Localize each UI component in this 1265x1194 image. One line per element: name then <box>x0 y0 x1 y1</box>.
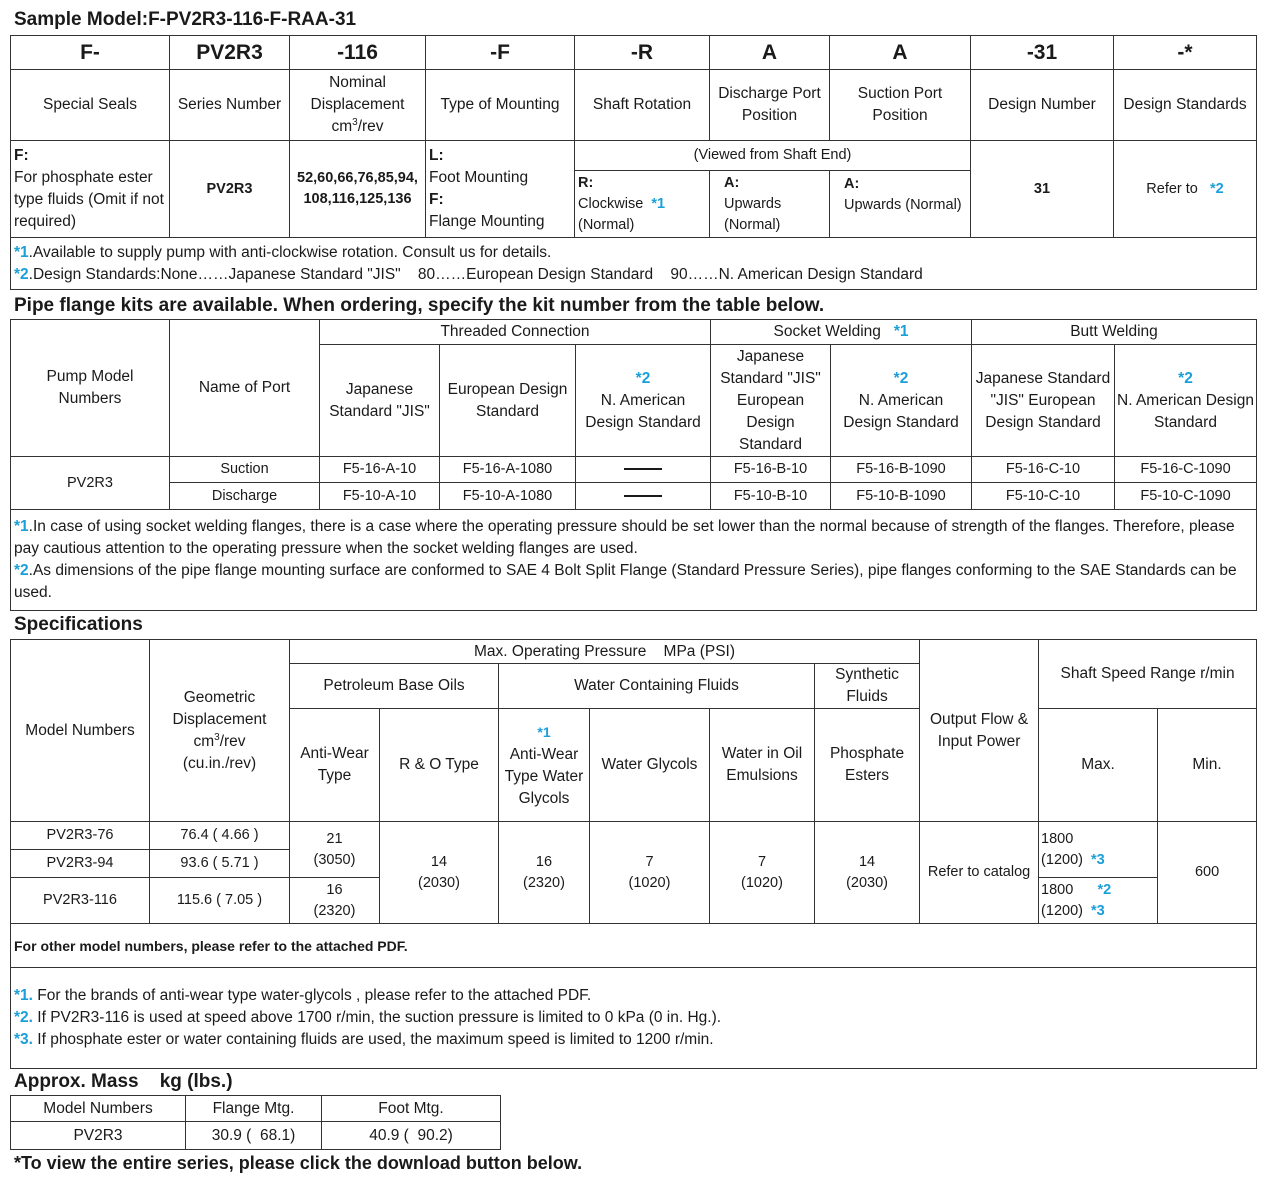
specs-wg-value <box>590 822 710 924</box>
displacement-values-line1: 52,60,66,76,85,94, <box>297 170 418 186</box>
sub-na-label: N. American Design Standard <box>1117 391 1254 431</box>
specs-wio-value <box>710 822 815 924</box>
wio-value: 7 <box>757 853 767 870</box>
label-nominal-unit-tail: /rev <box>357 118 384 135</box>
specs-note-3 <box>14 1029 1253 1051</box>
dash-mark <box>624 495 662 497</box>
label-type-of-mounting: Type of Mounting <box>426 70 575 141</box>
specs-max-116 <box>1039 878 1158 924</box>
max-value-b: (1200) <box>1041 851 1083 868</box>
geo-unit: cm <box>193 732 215 750</box>
sample-note-2 <box>14 264 1253 286</box>
pe-psi: (2030) <box>846 874 888 891</box>
special-seals-code: F: <box>14 147 29 164</box>
flange-s-na: F5-16-B-1090 <box>831 457 972 483</box>
special-seals-desc: For phosphate ester type fluids (Omit if not required) <box>14 169 164 230</box>
sub-na-label: N. American Design Standard <box>843 391 959 431</box>
sample-note-1 <box>14 242 1253 264</box>
viewed-from-shaft-end: (Viewed from Shaft End) <box>575 141 971 171</box>
label-series-number: Series Number <box>170 70 290 141</box>
flange-col-pump: Pump Model Numbers <box>11 320 170 457</box>
specs-model: PV2R3-76 <box>11 822 150 850</box>
specs-aw-76-94 <box>290 822 380 878</box>
wg-psi: (1020) <box>628 874 671 891</box>
dash-mark <box>624 468 662 470</box>
flange-s-jis: F5-16-B-10 <box>711 457 831 483</box>
max-note-mark: *3 <box>1091 902 1105 919</box>
mass-col-model: Model Numbers <box>11 1096 186 1122</box>
specs-water-glycols: Water Glycols <box>590 709 710 822</box>
table-row <box>11 822 1257 850</box>
mounting-foot-desc: Foot Mounting <box>429 169 529 186</box>
label-suction-line2: Position <box>872 107 928 124</box>
specs-synthetic: Synthetic Fluids <box>815 664 920 709</box>
sample-model-table <box>10 35 1257 290</box>
code-rotation: -R <box>575 36 710 70</box>
flange-notes <box>11 510 1257 611</box>
value-rotation <box>575 171 710 238</box>
mounting-flange-code: F: <box>429 191 444 208</box>
mass-header-row <box>11 1096 501 1122</box>
flange-notes-row <box>11 510 1257 611</box>
code-special-seals: F- <box>11 36 170 70</box>
rotation-normal: (Normal) <box>578 216 635 233</box>
flange-t-jis: F5-16-A-10 <box>320 457 440 483</box>
specs-notes-row <box>11 968 1257 1069</box>
mounting-flange-desc: Flange Mounting <box>429 213 545 230</box>
max-note-mark: *3 <box>1091 851 1105 868</box>
sample-code-row <box>11 36 1257 70</box>
specs-header-row-1 <box>11 640 1257 664</box>
sub-na-label: N. American Design Standard <box>585 391 701 431</box>
code-series: PV2R3 <box>170 36 290 70</box>
value-discharge <box>710 171 830 238</box>
flange-b-jis: F5-16-C-10 <box>972 457 1115 483</box>
flange-s-jis: F5-10-B-10 <box>711 483 831 510</box>
mass-col-flange: Flange Mtg. <box>186 1096 322 1122</box>
specs-water-fluids: Water Containing Fluids <box>499 664 815 709</box>
ro-psi: (2030) <box>418 874 460 891</box>
sample-label-row <box>11 70 1257 141</box>
flange-t-euro: F5-10-A-1080 <box>440 483 576 510</box>
specs-col-output: Output Flow & Input Power <box>920 640 1039 822</box>
note-text: .In case of using socket welding flanges, there is a case where the operating pressure should be set lower than the normal because of strength of the flanges. Therefore, please pay cautious attention to the operating pressure when the socket welding flanges are used. <box>14 518 1235 557</box>
flange-s-na: F5-10-B-1090 <box>831 483 972 510</box>
specs-other-models: For other model numbers, please refer to the attached PDF. <box>11 924 1257 968</box>
flange-group-socket <box>711 320 972 345</box>
specs-pe-value <box>815 822 920 924</box>
flange-col-port: Name of Port <box>170 320 320 457</box>
mounting-foot-code: L: <box>429 147 444 164</box>
flange-t-euro: F5-16-A-1080 <box>440 457 576 483</box>
specs-petroleum: Petroleum Base Oils <box>290 664 499 709</box>
value-mounting <box>426 141 575 238</box>
specs-output-value: Refer to catalog <box>920 822 1039 924</box>
group-socket-label: Socket Welding <box>773 323 881 340</box>
specs-aw-glycol <box>499 709 590 822</box>
flange-t-na-none <box>576 457 711 483</box>
specs-min: Min. <box>1158 709 1257 822</box>
specs-geo: 76.4 ( 4.66 ) <box>150 822 290 850</box>
note-mark: *3. <box>14 1031 33 1048</box>
specs-min-value: 600 <box>1158 822 1257 924</box>
sample-value-row <box>11 141 1257 171</box>
rotation-desc: Clockwise <box>578 195 644 212</box>
wio-psi: (1020) <box>741 874 783 891</box>
flange-b-jis: F5-10-C-10 <box>972 483 1115 510</box>
flange-sub-socket-jis-euro: Japanese Standard "JIS" European Design Standard <box>711 345 831 457</box>
mass-col-foot: Foot Mtg. <box>322 1096 501 1122</box>
flange-sub-butt-na <box>1115 345 1257 457</box>
label-design-number: Design Number <box>971 70 1114 141</box>
max-value-b: (1200) <box>1041 902 1083 919</box>
specs-table <box>10 639 1257 1069</box>
flange-note-1 <box>14 516 1253 560</box>
note-text: If PV2R3-116 is used at speed above 1700 r/min, the suction pressure is limited to 0 kPa (0 in. Hg.). <box>32 1009 722 1026</box>
aw-value: 16 <box>326 881 343 898</box>
note-text: For the brands of anti-wear type water-glycols , please refer to the attached PDF. <box>32 987 592 1004</box>
aw-psi: (2320) <box>313 902 356 919</box>
label-discharge-line2: Position <box>741 107 798 124</box>
awg-psi: (2320) <box>523 874 565 891</box>
specs-other-row <box>11 924 1257 968</box>
rotation-code: R: <box>578 174 594 191</box>
value-displacement <box>290 141 426 238</box>
code-design-standards: -* <box>1114 36 1257 70</box>
note-text: .As dimensions of the pipe flange mounting surface are conformed to SAE 4 Bolt Split Flange (Standard Pressure Series), pipe flanges conforming to the SAE Standards can be used. <box>14 562 1237 601</box>
specs-max: Max. <box>1039 709 1158 822</box>
wg-value: 7 <box>645 853 654 870</box>
discharge-normal: (Normal) <box>724 216 781 233</box>
design-standards-note-mark: *2 <box>1209 180 1224 197</box>
specs-col-model: Model Numbers <box>11 640 150 822</box>
specs-anti-wear: Anti-Wear Type <box>290 709 380 822</box>
specs-ro-value <box>380 822 499 924</box>
mass-foot-value: 40.9 ( 90.2) <box>322 1122 501 1150</box>
displacement-values-line2: 108,116,125,136 <box>303 191 412 207</box>
max-value: 1800 <box>1041 881 1074 898</box>
note-mark: *1 <box>14 243 29 261</box>
geo-line1: Geometric <box>183 688 256 706</box>
note-mark: *2. <box>14 1009 33 1026</box>
sub-na-note-mark: *2 <box>635 369 651 387</box>
sub-na-note-mark: *2 <box>1178 369 1193 387</box>
specs-awg-value <box>499 822 590 924</box>
mass-heading: Approx. Mass kg (lbs.) <box>14 1071 233 1092</box>
geo-line2: Displacement <box>172 710 267 728</box>
flange-sub-threaded-euro: European Design Standard <box>440 345 576 457</box>
group-socket-note-mark: *1 <box>893 323 909 340</box>
flange-heading: Pipe flange kits are available. When ordering, specify the kit number from the table below. <box>14 295 825 316</box>
note-text: .Design Standards:None……Japanese Standard "JIS" 80……European Design Standard 90……N. American Design Standard <box>28 265 923 283</box>
flange-group-butt: Butt Welding <box>972 320 1257 345</box>
aw-value: 21 <box>326 830 343 847</box>
discharge-desc: Upwards <box>724 195 782 212</box>
flange-b-na: F5-10-C-1090 <box>1115 483 1257 510</box>
pe-value: 14 <box>858 853 876 870</box>
label-discharge-port <box>710 70 830 141</box>
specs-model: PV2R3-94 <box>11 850 150 878</box>
specs-geo: 115.6 ( 7.05 ) <box>150 878 290 924</box>
specs-aw-116 <box>290 878 380 924</box>
specs-max-76-94 <box>1039 822 1158 878</box>
flange-sub-butt-jis-euro: Japanese Standard "JIS" European Design Standard <box>972 345 1115 457</box>
specs-note-2 <box>14 1007 1253 1029</box>
flange-t-jis: F5-10-A-10 <box>320 483 440 510</box>
sample-notes-row <box>11 238 1257 290</box>
mass-flange-value: 30.9 ( 68.1) <box>186 1122 322 1150</box>
table-row <box>11 483 1257 510</box>
specs-note-1 <box>14 985 1253 1007</box>
note-mark: *1. <box>14 987 33 1004</box>
table-row <box>11 1122 501 1150</box>
suction-desc: Upwards (Normal) <box>844 197 962 213</box>
specs-phosphate: Phosphate Esters <box>815 709 920 822</box>
flange-table <box>10 319 1257 611</box>
specs-heading: Specifications <box>14 614 143 635</box>
flange-group-row <box>11 320 1257 345</box>
specs-max-pressure: Max. Operating Pressure MPa (PSI) <box>290 640 920 664</box>
specs-col-geo: Geometric Displacement $cm^3$/rev (cu.in./rev) <box>150 640 290 822</box>
sub-na-note-mark: *2 <box>893 369 909 387</box>
label-special-seals: Special Seals <box>11 70 170 141</box>
specs-notes <box>11 968 1257 1069</box>
max-value: 1800 <box>1041 830 1074 847</box>
code-discharge: A <box>710 36 830 70</box>
suction-code: A: <box>844 176 860 192</box>
sample-model-heading: Sample Model:F-PV2R3-116-F-RAA-31 <box>14 9 357 30</box>
rotation-note-mark: *1 <box>651 195 666 212</box>
flange-sub-threaded-jis: Japanese Standard "JIS" <box>320 345 440 457</box>
flange-port: Suction <box>170 457 320 483</box>
label-shaft-rotation: Shaft Rotation <box>575 70 710 141</box>
flange-note-2 <box>14 560 1253 604</box>
note-mark: *1 <box>14 518 29 535</box>
specs-r-o: R & O Type <box>380 709 499 822</box>
sample-notes <box>11 238 1257 290</box>
ro-value: 14 <box>430 853 448 870</box>
geo-unit-tail: /rev <box>219 732 246 750</box>
value-design-number: 31 <box>971 141 1114 238</box>
label-nominal-line2: Displacement <box>310 96 405 113</box>
note-text: If phosphate ester or water containing fluids are used, the maximum speed is limited to 1200 r/min. <box>32 1031 714 1048</box>
value-special-seals <box>11 141 170 238</box>
code-design-number: -31 <box>971 36 1114 70</box>
label-suction-line1: Suction Port <box>857 85 943 102</box>
awg-value: 16 <box>535 853 553 870</box>
mass-table <box>10 1095 501 1150</box>
label-nominal-unit: cm <box>331 118 353 135</box>
value-suction <box>830 171 971 238</box>
discharge-code: A: <box>724 174 740 191</box>
label-nominal-line1: Nominal <box>329 74 386 91</box>
aw-psi: (3050) <box>313 851 356 868</box>
flange-group-threaded: Threaded Connection <box>320 320 711 345</box>
flange-sub-socket-na <box>831 345 972 457</box>
note-mark: *2 <box>14 265 29 283</box>
aw-glycol-note-mark: *1 <box>537 723 551 740</box>
specs-geo: 93.6 ( 5.71 ) <box>150 850 290 878</box>
flange-model: PV2R3 <box>11 457 170 510</box>
flange-sub-threaded-na <box>576 345 711 457</box>
note-text: .Available to supply pump with anti-clockwise rotation. Consult us for details. <box>28 243 552 261</box>
flange-port: Discharge <box>170 483 320 510</box>
label-nominal-displacement: Nominal Displacement $cm^3$/rev <box>290 70 426 141</box>
flange-t-na-none <box>576 483 711 510</box>
code-displacement: -116 <box>290 36 426 70</box>
note-mark: *2 <box>14 562 29 579</box>
value-design-standards <box>1114 141 1257 238</box>
label-design-standards: Design Standards <box>1114 70 1257 141</box>
label-suction-port <box>830 70 971 141</box>
design-standards-refer: Refer to <box>1146 180 1198 197</box>
value-series: PV2R3 <box>170 141 290 238</box>
specs-model: PV2R3-116 <box>11 878 150 924</box>
download-note: *To view the entire series, please click the download button below. <box>14 1153 583 1173</box>
label-discharge-line1: Discharge Port <box>718 85 821 102</box>
code-suction: A <box>830 36 971 70</box>
table-row <box>11 457 1257 483</box>
flange-b-na: F5-16-C-1090 <box>1115 457 1257 483</box>
specs-water-in-oil: Water in Oil Emulsions <box>710 709 815 822</box>
specs-col-shaft-speed: Shaft Speed Range r/min <box>1039 640 1257 709</box>
max-note-mark: *2 <box>1097 881 1112 898</box>
aw-glycol-label: Anti-Wear Type Water Glycols <box>504 745 584 807</box>
code-mounting: -F <box>426 36 575 70</box>
mass-model: PV2R3 <box>11 1122 186 1150</box>
geo-line4: (cu.in./rev) <box>182 754 257 772</box>
